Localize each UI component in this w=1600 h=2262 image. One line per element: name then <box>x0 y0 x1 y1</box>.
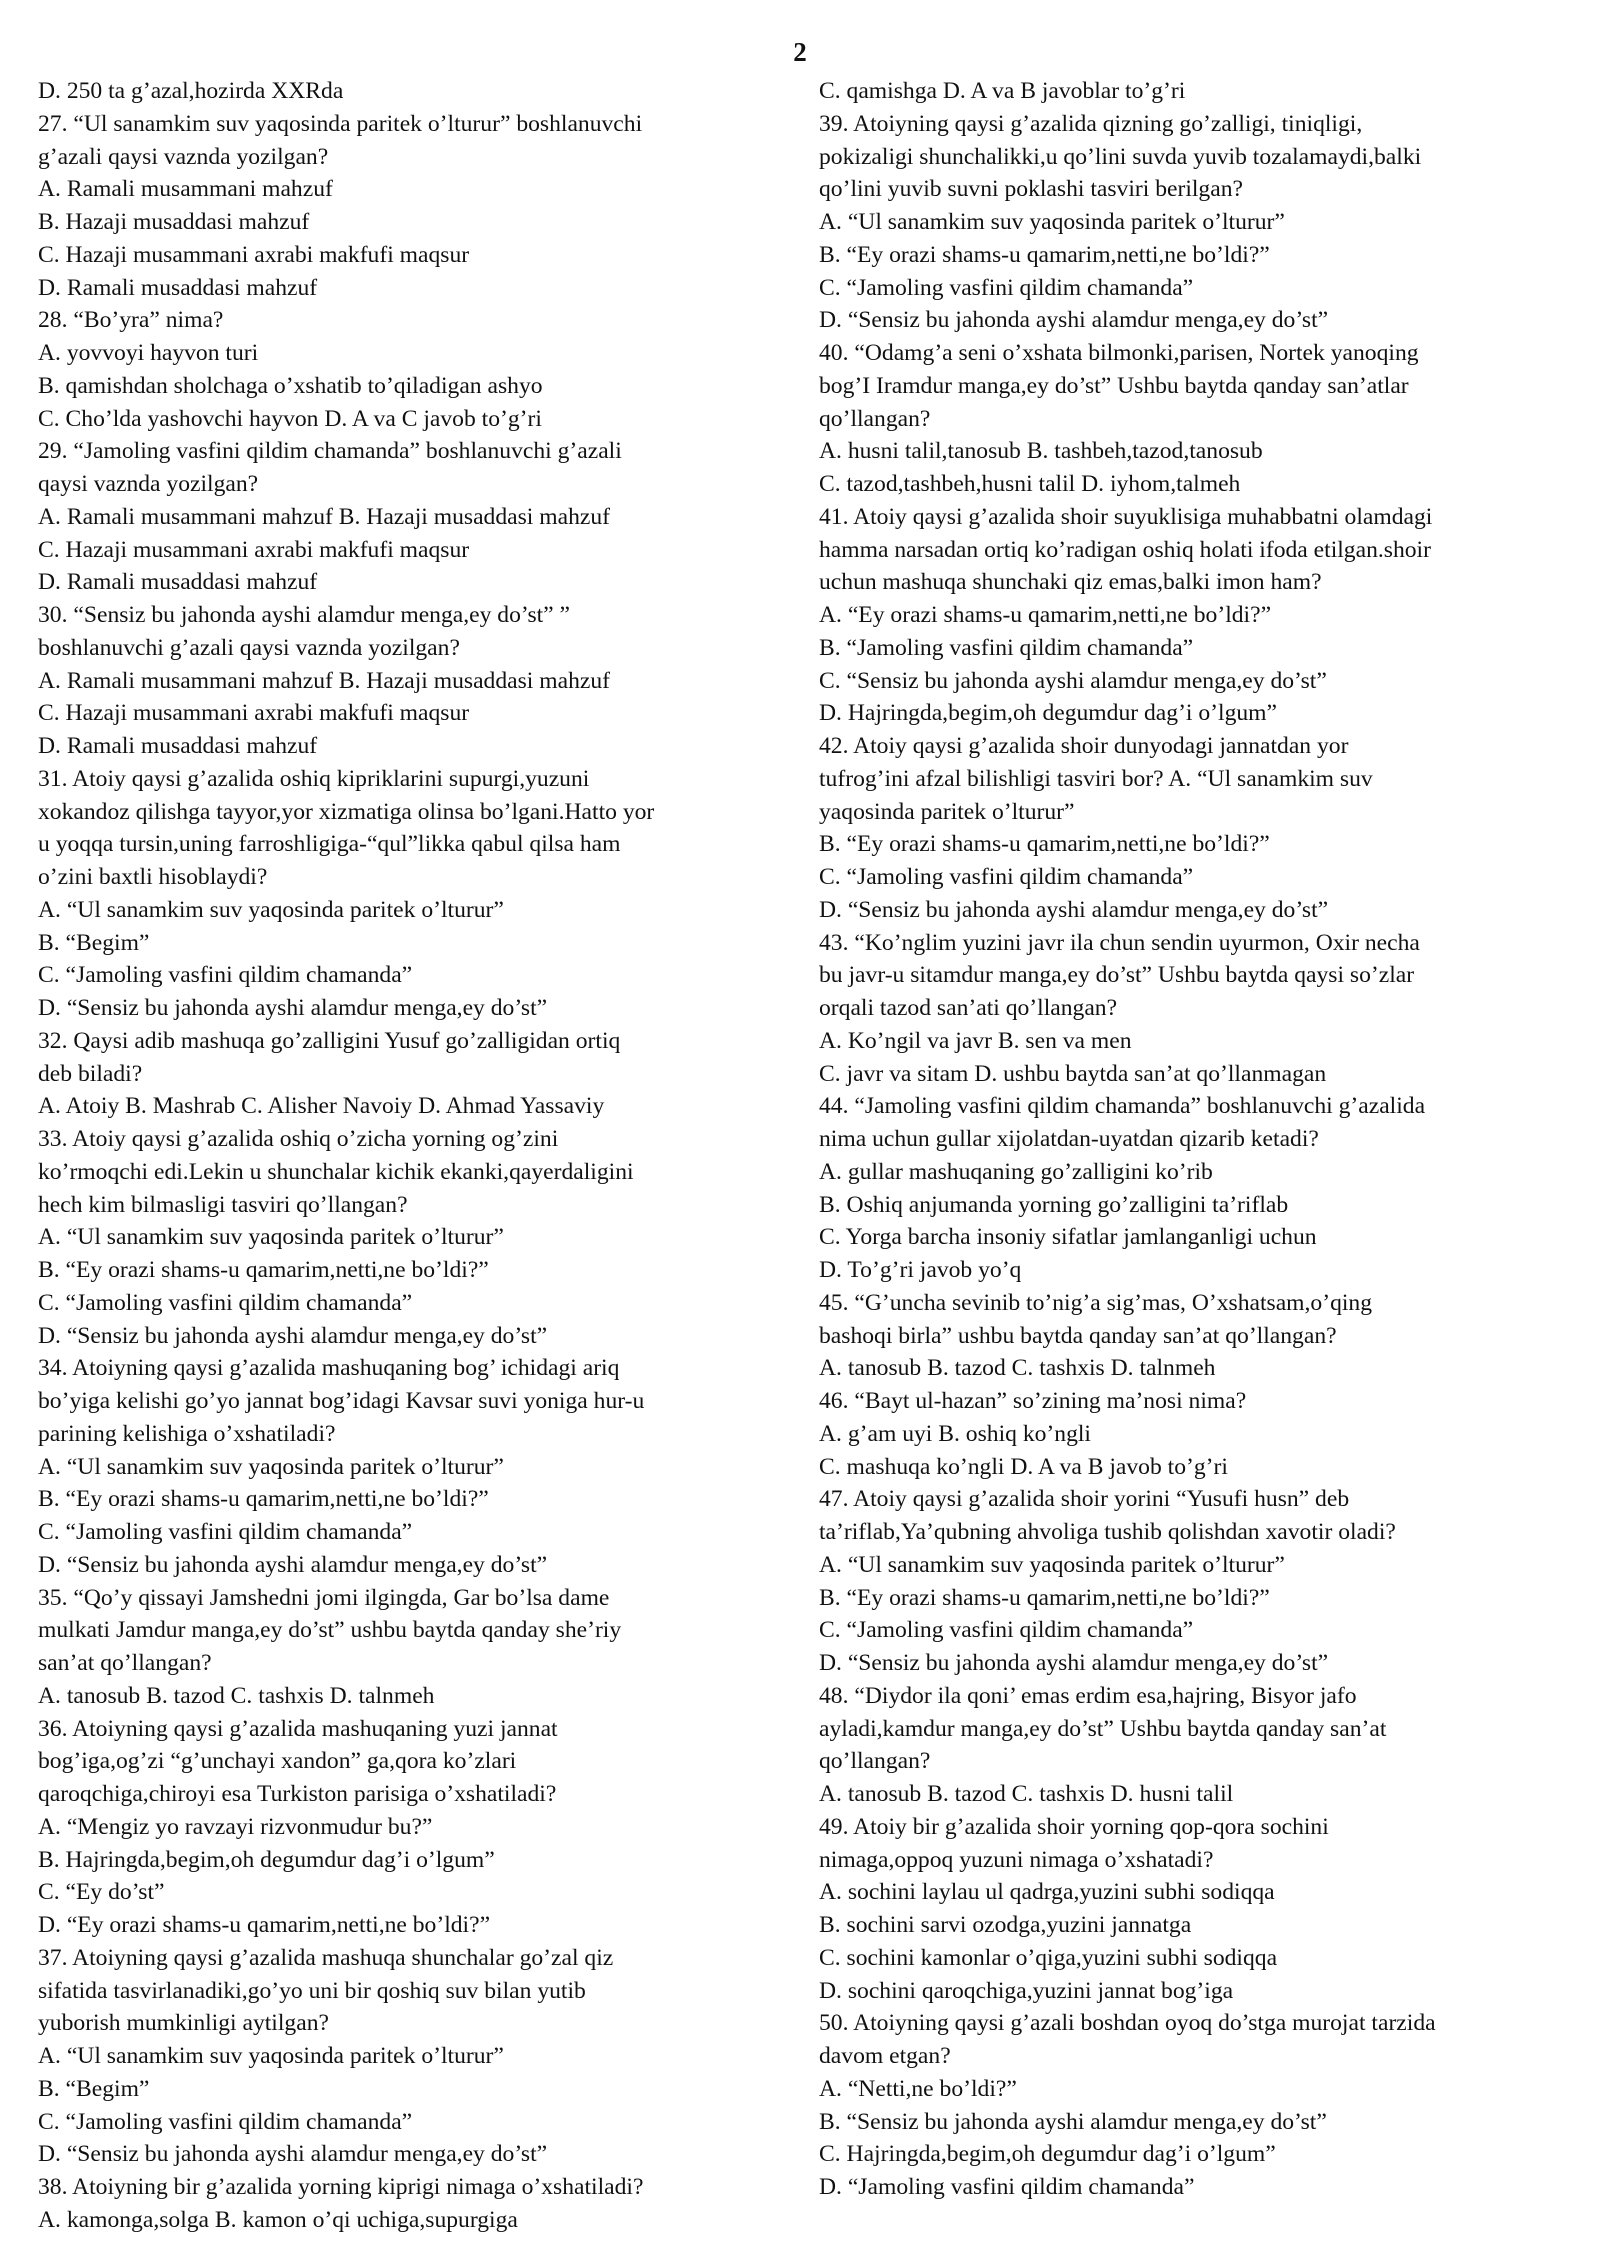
text-line: 47. Atoiy qaysi g’azalida shoir yorini “Yusufi husn” deb <box>819 1486 1350 1513</box>
text-line: qo’lini yuvib suvni poklashi tasviri berilgan? <box>819 176 1243 203</box>
text-line: 41. Atoiy qaysi g’azalida shoir suyuklisiga muhabbatni olamdagi <box>819 503 1433 530</box>
text-line: C. “Jamoling vasfini qildim chamanda” <box>38 2108 413 2135</box>
text-line: A. Ramali musammani mahzuf B. Hazaji musaddasi mahzuf <box>38 667 610 694</box>
text-line: boshlanuvchi g’azali qaysi vaznda yozilgan? <box>38 634 460 661</box>
text-line: B. Hajringda,begim,oh degumdur dag’i o’lgum” <box>38 1846 495 1873</box>
text-line: A. g’am uyi B. oshiq ko’ngli <box>819 1420 1091 1447</box>
text-line: D. “Sensiz bu jahonda ayshi alamdur menga,ey do’st” <box>38 2141 548 2168</box>
text-line: B. “Begim” <box>38 929 150 956</box>
text-line: qo’llangan? <box>819 1748 931 1775</box>
text-line: g’azali qaysi vaznda yozilgan? <box>38 143 329 170</box>
text-line: B. Oshiq anjumanda yorning go’zalligini ta’riflab <box>819 1191 1289 1218</box>
text-line: nima uchun gullar xijolatdan-uyatdan qizarib ketadi? <box>819 1126 1319 1152</box>
text-line: C. “Jamoling vasfini qildim chamanda” <box>819 864 1194 890</box>
text-line: deb biladi? <box>38 1060 143 1087</box>
text-line: orqali tazod san’ati qo’llangan? <box>819 995 1118 1021</box>
text-line: A. “Ul sanamkim suv yaqosinda paritek o’lturur” <box>819 209 1285 235</box>
text-line: davom etgan? <box>819 2043 951 2069</box>
text-line: A. husni talil,tanosub B. tashbeh,tazod,tanosub <box>819 438 1263 465</box>
text-line: 29. “Jamoling vasfini qildim chamanda” boshlanuvchi g’azali <box>38 438 622 465</box>
text-line: san’at qo’llangan? <box>38 1650 212 1676</box>
text-line: ayladi,kamdur manga,ey do’st” Ushbu baytda qanday san’at <box>819 1715 1387 1742</box>
text-line: 28. “Bo’yra” nima? <box>38 307 224 334</box>
text-line: D. “Sensiz bu jahonda ayshi alamdur menga,ey do’st” <box>819 1650 1329 1676</box>
text-line: C. “Jamoling vasfini qildim chamanda” <box>38 1289 413 1316</box>
text-line: 32. Qaysi adib mashuqa go’zalligini Yusuf go’zalligidan ortiq <box>38 1027 621 1054</box>
text-line: A. Ramali musammani mahzuf <box>38 176 333 203</box>
text-line: C. “Ey do’st” <box>38 1879 165 1906</box>
text-line: bog’iga,og’zi “g’unchayi xandon” ga,qora ko’zlari <box>38 1748 517 1775</box>
text-line: D. “Sensiz bu jahonda ayshi alamdur menga,ey do’st” <box>819 896 1329 923</box>
text-line: sifatida tasvirlanadiki,go’yo uni bir qoshiq suv bilan yutib <box>38 1977 586 2004</box>
text-line: mulkati Jamdur manga,ey do’st” ushbu baytda qanday she’riy <box>38 1617 622 1644</box>
text-line: bog’I Iramdur manga,ey do’st” Ushbu baytda qanday san’atlar <box>819 372 1409 399</box>
text-line: A. “Mengiz yo ravzayi rizvonmudur bu?” <box>38 1813 433 1840</box>
text-line: A. sochini laylau ul qadrga,yuzini subhi sodiqqa <box>819 1879 1275 1906</box>
text-line: 44. “Jamoling vasfini qildim chamanda” boshlanuvchi g’azalida <box>819 1093 1426 1120</box>
text-line: B. “Ey orazi shams-u qamarim,netti,ne bo’ldi?” <box>38 1257 489 1283</box>
text-line: D. Hajringda,begim,oh degumdur dag’i o’lgum” <box>819 700 1278 727</box>
text-line: 36. Atoiyning qaysi g’azalida mashuqaning yuzi jannat <box>38 1715 558 1742</box>
text-line: C. “Jamoling vasfini qildim chamanda” <box>819 274 1194 301</box>
text-line: D. 250 ta g’azal,hozirda XXRda <box>38 78 344 104</box>
text-line: 39. Atoiyning qaysi g’azalida qizning go’zalligi, tiniqligi, <box>819 110 1363 137</box>
text-line: C. tazod,tashbeh,husni talil D. iyhom,talmeh <box>819 471 1241 497</box>
text-line: 34. Atoiyning qaysi g’azalida mashuqaning bog’ ichidagi ariq <box>38 1355 620 1382</box>
text-line: B. “Begim” <box>38 2075 150 2102</box>
text-line: A. “Ey orazi shams-u qamarim,netti,ne bo’ldi?” <box>819 602 1272 628</box>
text-line: B. sochini sarvi ozodga,yuzini jannatga <box>819 1912 1192 1938</box>
text-line: C. “Jamoling vasfini qildim chamanda” <box>38 962 413 989</box>
text-line: D. Ramali musaddasi mahzuf <box>38 733 318 759</box>
text-line: A. Ramali musammani mahzuf B. Hazaji musaddasi mahzuf <box>38 503 610 530</box>
text-line: C. mashuqa ko’ngli D. A va B javob to’g’ri <box>819 1453 1228 1480</box>
text-line: A. Ko’ngil va javr B. sen va men <box>819 1027 1132 1054</box>
text-line: 48. “Diydor ila qoni’ emas erdim esa,hajring, Bisyor jafo <box>819 1682 1357 1709</box>
text-line: B. “Ey orazi shams-u qamarim,netti,ne bo’ldi?” <box>819 831 1270 858</box>
text-line: C. qamishga D. A va B javoblar to’g’ri <box>819 78 1186 104</box>
text-line: pokizaligi shunchalikki,u qo’lini suvda yuvib tozalamaydi,balki <box>819 143 1422 170</box>
text-line: qaroqchiga,chiroyi esa Turkiston parisiga o’xshatiladi? <box>38 1781 557 1807</box>
text-line: A. yovvoyi hayvon turi <box>38 340 259 366</box>
text-line: tufrog’ini afzal bilishligi tasviri bor? A. “Ul sanamkim suv <box>819 765 1373 792</box>
text-line: D. “Ey orazi shams-u qamarim,netti,ne bo’ldi?” <box>38 1912 491 1938</box>
text-line: 49. Atoiy bir g’azalida shoir yorning qop-qora sochini <box>819 1813 1329 1840</box>
text-line: 38. Atoiyning bir g’azalida yorning kiprigi nimaga o’xshatiladi? <box>38 2174 644 2200</box>
text-line: A. kamonga,solga B. kamon o’qi uchiga,supurgiga <box>38 2206 518 2233</box>
text-line: u yoqqa tursin,uning farroshligiga-“qul”likka qabul qilsa ham <box>38 831 621 858</box>
text-line: bashoqi birla” ushbu baytda qanday san’at qo’llangan? <box>819 1322 1337 1349</box>
text-line: A. gullar mashuqaning go’zalligini ko’rib <box>819 1158 1213 1185</box>
text-line: nimaga,oppoq yuzuni nimaga o’xshatadi? <box>819 1846 1214 1873</box>
text-line: qo’llangan? <box>819 405 931 432</box>
text-line: xokandoz qilishga tayyor,yor xizmatiga olinsa bo’lgani.Hatto yor <box>38 798 655 825</box>
text-line: C. “Jamoling vasfini qildim chamanda” <box>819 1617 1194 1644</box>
text-line: D. Ramali musaddasi mahzuf <box>38 274 318 301</box>
text-line: o’zini baxtli hisoblaydi? <box>38 864 268 890</box>
text-line: C. Hazaji musammani axrabi makfufi maqsur <box>38 536 470 563</box>
right-column <box>819 75 1579 2204</box>
text-line: hech kim bilmasligi tasviri qo’llangan? <box>38 1191 408 1218</box>
page-number: 2 <box>793 37 807 67</box>
text-line: 50. Atoiyning qaysi g’azali boshdan oyoq do’stga murojat tarzida <box>819 2010 1436 2037</box>
text-line: parining kelishiga o’xshatiladi? <box>38 1420 336 1447</box>
text-line: 27. “Ul sanamkim suv yaqosinda paritek o’lturur” boshlanuvchi <box>38 110 643 137</box>
text-line: hamma narsadan ortiq ko’radigan oshiq holati ifoda etilgan.shoir <box>819 536 1431 563</box>
text-line: A. “Ul sanamkim suv yaqosinda paritek o’lturur” <box>38 2043 504 2069</box>
text-line: C. Yorga barcha insoniy sifatlar jamlanganligi uchun <box>819 1224 1317 1251</box>
text-line: A. “Netti,ne bo’ldi?” <box>819 2075 1017 2102</box>
text-line: B. “Ey orazi shams-u qamarim,netti,ne bo’ldi?” <box>819 241 1270 268</box>
text-line: bo’yiga kelishi go’yo jannat bog’idagi Kavsar suvi yoniga hur-u <box>38 1388 645 1414</box>
text-line: C. Hajringda,begim,oh degumdur dag’i o’lgum” <box>819 2141 1276 2168</box>
text-line: C. “Sensiz bu jahonda ayshi alamdur menga,ey do’st” <box>819 667 1327 694</box>
text-line: bu javr-u sitamdur manga,ey do’st” Ushbu baytda qaysi so’zlar <box>819 962 1415 989</box>
text-line: 43. “Ko’nglim yuzini javr ila chun sendin uyurmon, Oxir necha <box>819 929 1420 956</box>
text-line: 45. “G’uncha sevinib to’nig’a sig’mas, O’xshatsam,o’qing <box>819 1289 1373 1316</box>
text-line: A. Atoiy B. Mashrab C. Alisher Navoiy D. Ahmad Yassaviy <box>38 1093 605 1120</box>
text-line: C. “Jamoling vasfini qildim chamanda” <box>38 1519 413 1545</box>
text-line: uchun mashuqa shunchaki qiz emas,balki imon ham? <box>819 569 1322 596</box>
text-line: 42. Atoiy qaysi g’azalida shoir dunyodagi jannatdan yor <box>819 733 1349 759</box>
text-line: yaqosinda paritek o’lturur” <box>819 798 1075 825</box>
text-line: D. “Jamoling vasfini qildim chamanda” <box>819 2174 1195 2200</box>
text-line: B. “Jamoling vasfini qildim chamanda” <box>819 634 1194 661</box>
text-line: B. qamishdan sholchaga o’xshatib to’qiladigan ashyo <box>38 372 543 399</box>
text-line: ko’rmoqchi edi.Lekin u shunchalar kichik ekanki,qayerdaligini <box>38 1158 634 1185</box>
text-line: A. “Ul sanamkim suv yaqosinda paritek o’lturur” <box>38 896 504 923</box>
text-line: D. “Sensiz bu jahonda ayshi alamdur menga,ey do’st” <box>38 1551 548 1578</box>
text-line: 40. “Odamg’a seni o’xshata bilmonki,parisen, Nortek yanoqing <box>819 340 1419 366</box>
text-line: A. “Ul sanamkim suv yaqosinda paritek o’lturur” <box>819 1551 1285 1578</box>
text-line: C. javr va sitam D. ushbu baytda san’at qo’llanmagan <box>819 1060 1327 1087</box>
text-line: D. “Sensiz bu jahonda ayshi alamdur menga,ey do’st” <box>38 995 548 1021</box>
text-line: C. sochini kamonlar o’qiga,yuzini subhi sodiqqa <box>819 1944 1278 1971</box>
text-line: A. “Ul sanamkim suv yaqosinda paritek o’lturur” <box>38 1453 504 1480</box>
text-line: D. To’g’ri javob yo’q <box>819 1257 1022 1283</box>
text-line: 37. Atoiyning qaysi g’azalida mashuqa shunchalar go’zal qiz <box>38 1944 614 1971</box>
text-line: C. Cho’lda yashovchi hayvon D. A va C javob to’g’ri <box>38 405 542 432</box>
text-line: B. Hazaji musaddasi mahzuf <box>38 209 310 235</box>
text-line: qaysi vaznda yozilgan? <box>38 471 259 497</box>
text-line: A. tanosub B. tazod C. tashxis D. talnmeh <box>38 1682 435 1709</box>
text-line: D. “Sensiz bu jahonda ayshi alamdur menga,ey do’st” <box>38 1322 548 1349</box>
text-line: B. “Ey orazi shams-u qamarim,netti,ne bo’ldi?” <box>38 1486 489 1513</box>
text-line: 30. “Sensiz bu jahonda ayshi alamdur menga,ey do’st” ” <box>38 602 571 628</box>
text-line: C. Hazaji musammani axrabi makfufi maqsur <box>38 241 470 268</box>
text-line: yuborish mumkinligi aytilgan? <box>38 2010 329 2037</box>
text-line: A. tanosub B. tazod C. tashxis D. talnmeh <box>819 1355 1216 1382</box>
text-line: D. sochini qaroqchiga,yuzini jannat bog’iga <box>819 1977 1234 2004</box>
text-line: ta’riflab,Ya’qubning ahvoliga tushib qolishdan xavotir oladi? <box>819 1519 1396 1545</box>
text-line: C. Hazaji musammani axrabi makfufi maqsur <box>38 700 470 727</box>
text-line: B. “Sensiz bu jahonda ayshi alamdur menga,ey do’st” <box>819 2108 1327 2135</box>
text-line: D. Ramali musaddasi mahzuf <box>38 569 318 596</box>
text-line: 33. Atoiy qaysi g’azalida oshiq o’zicha yorning og’zini <box>38 1126 559 1152</box>
text-line: A. tanosub B. tazod C. tashxis D. husni talil <box>819 1781 1234 1807</box>
text-line: A. “Ul sanamkim suv yaqosinda paritek o’lturur” <box>38 1224 504 1251</box>
text-line: 46. “Bayt ul-hazan” so’zining ma’nosi nima? <box>819 1388 1247 1414</box>
text-line: 31. Atoiy qaysi g’azalida oshiq kipriklarini supurgi,yuzuni <box>38 765 590 792</box>
text-line: 35. “Qo’y qissayi Jamshedni jomi ilgingda, Gar bo’lsa dame <box>38 1584 610 1611</box>
text-line: D. “Sensiz bu jahonda ayshi alamdur menga,ey do’st” <box>819 307 1329 334</box>
left-column <box>38 75 798 2237</box>
text-line: B. “Ey orazi shams-u qamarim,netti,ne bo’ldi?” <box>819 1584 1270 1611</box>
